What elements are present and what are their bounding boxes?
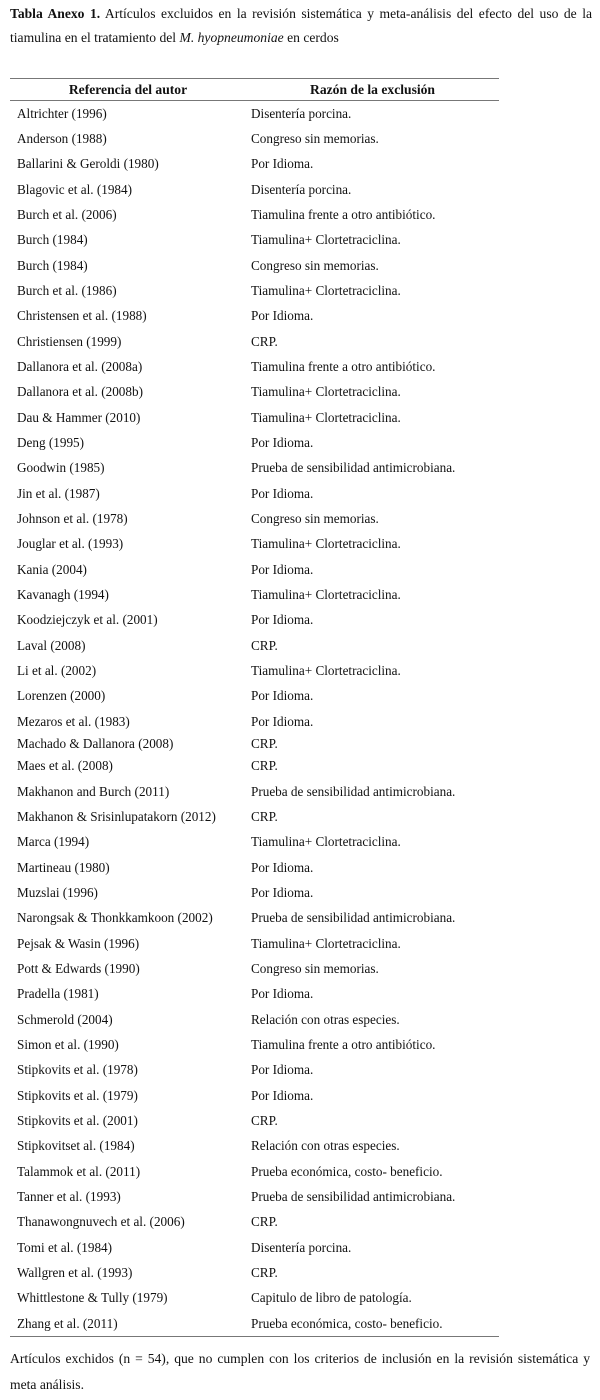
cell-reference: Christensen et al. (1988) [17, 308, 147, 324]
cell-reason: Congreso sin memorias. [251, 510, 379, 526]
cell-reference: Machado & Dallanora (2008) [17, 735, 174, 751]
table-row [10, 1108, 499, 1133]
cell-reference: Pradella (1981) [17, 986, 99, 1002]
header-reference: Referencia del autor [68, 81, 188, 97]
cell-reason: Capitulo de libro de patología. [251, 1290, 412, 1306]
cell-reason: Tiamulina+ Clortetraciclina. [251, 409, 401, 425]
cell-reference: Whittlestone & Tully (1979) [17, 1290, 168, 1306]
table-row [10, 1032, 499, 1057]
table-row [10, 126, 499, 151]
table-row [10, 278, 499, 303]
cell-reference: Simon et al. (1990) [17, 1036, 119, 1052]
caption-label: Tabla Anexo 1. [10, 6, 101, 21]
table-row [10, 1235, 499, 1260]
cell-reason: Disentería porcina. [251, 181, 352, 197]
table-row [10, 1058, 499, 1083]
table-row [10, 754, 499, 779]
cell-reference: Blagovic et al. (1984) [17, 181, 132, 197]
cell-reason: Tiamulina frente a otro antibiótico. [251, 1036, 436, 1052]
cell-reference: Stipkovitset al. (1984) [17, 1138, 135, 1154]
table-row [10, 804, 499, 829]
cell-reference: Lorenzen (2000) [17, 688, 106, 704]
cell-reason: CRP. [251, 637, 278, 653]
table-row [10, 304, 499, 329]
cell-reason: Prueba de sensibilidad antimicrobiana. [251, 910, 456, 926]
table-row [10, 1311, 499, 1336]
cell-reason: Relación con otras especies. [251, 1011, 400, 1027]
cell-reference: Martineau (1980) [17, 859, 110, 875]
cell-reference: Burch et al. (1986) [17, 282, 117, 298]
table-footnote: Artículos exchidos (n = 54), que no cumplen con los criterios de inclusión en la revisión sistemática y meta análisis. [10, 1351, 590, 1392]
table-row [10, 152, 499, 177]
cell-reference: Maes et al. (2008) [17, 758, 113, 774]
table-row [10, 354, 499, 379]
table-body [10, 101, 499, 1337]
cell-reference: Li et al. (2002) [17, 662, 97, 678]
table-row [10, 456, 499, 481]
exclusion-table [10, 78, 499, 1337]
cell-reason: Disentería porcina. [251, 1239, 352, 1255]
cell-reference: Dallanora et al. (2008a) [17, 358, 143, 374]
cell-reason: Tiamulina+ Clortetraciclina. [251, 232, 401, 248]
table-row [10, 658, 499, 683]
table-row [10, 906, 499, 931]
table-row [10, 1260, 499, 1285]
caption-text-after: en cerdos [287, 30, 339, 45]
cell-reason: Tiamulina+ Clortetraciclina. [251, 586, 401, 602]
cell-reference: Jin et al. (1987) [17, 485, 100, 501]
cell-reference: Ballarini & Geroldi (1980) [17, 156, 159, 172]
cell-reason: Por Idioma. [251, 713, 314, 729]
cell-reason: Tiamulina+ Clortetraciclina. [251, 662, 401, 678]
cell-reference: Altrichter (1996) [17, 105, 107, 121]
table-row [10, 532, 499, 557]
header-reason: Razón de la exclusión [310, 81, 435, 97]
table-row [10, 684, 499, 709]
table-row [10, 1007, 499, 1032]
cell-reference: Pejsak & Wasin (1996) [17, 935, 140, 951]
table-row [10, 608, 499, 633]
cell-reference: Anderson (1988) [17, 130, 107, 146]
table-row [10, 202, 499, 227]
cell-reference: Goodwin (1985) [17, 460, 105, 476]
cell-reference: Christiensen (1999) [17, 333, 122, 349]
cell-reference: Kavanagh (1994) [17, 586, 109, 602]
cell-reason: Por Idioma. [251, 485, 314, 501]
table-row [10, 1286, 499, 1311]
cell-reason: Congreso sin memorias. [251, 257, 379, 273]
cell-reference: Pott & Edwards (1990) [17, 960, 140, 976]
table-row [10, 633, 499, 658]
cell-reason: Prueba de sensibilidad antimicrobiana. [251, 1188, 456, 1204]
table-row [10, 880, 499, 905]
cell-reason: Tiamulina frente a otro antibiótico. [251, 206, 436, 222]
table-row [10, 253, 499, 278]
table-row [10, 1184, 499, 1209]
table-row [10, 506, 499, 531]
table-row [10, 931, 499, 956]
table-row [10, 380, 499, 405]
cell-reason: Relación con otras especies. [251, 1138, 400, 1154]
cell-reference: Stipkovits et al. (2001) [17, 1112, 138, 1128]
cell-reference: Narongsak & Thonkkamkoon (2002) [17, 910, 213, 926]
cell-reason: CRP. [251, 1214, 278, 1230]
table-caption [10, 2, 592, 50]
cell-reference: Deng (1995) [17, 434, 85, 450]
table-header-row [10, 79, 499, 101]
cell-reference: Mezaros et al. (1983) [17, 713, 130, 729]
cell-reference: Tanner et al. (1993) [17, 1188, 121, 1204]
table-row [10, 779, 499, 804]
table-row [10, 101, 499, 126]
table-row [10, 430, 499, 455]
cell-reference: Makhanon & Srisinlupatakorn (2012) [17, 809, 216, 825]
cell-reference: Koodziejczyk et al. (2001) [17, 612, 158, 628]
cell-reason: Por Idioma. [251, 1087, 314, 1103]
cell-reference: Jouglar et al. (1993) [17, 536, 124, 552]
cell-reference: Zhang et al. (2011) [17, 1315, 118, 1331]
table-row [10, 1083, 499, 1108]
cell-reason: Tiamulina+ Clortetraciclina. [251, 282, 401, 298]
cell-reference: Burch (1984) [17, 257, 88, 273]
cell-reference: Kania (2004) [17, 561, 87, 577]
cell-reference: Dallanora et al. (2008b) [17, 384, 143, 400]
cell-reason: Prueba económica, costo- beneficio. [251, 1163, 443, 1179]
cell-reason: Por Idioma. [251, 986, 314, 1002]
cell-reason: Tiamulina+ Clortetraciclina. [251, 384, 401, 400]
cell-reference: Thanawongnuvech et al. (2006) [17, 1214, 185, 1230]
cell-reason: CRP. [251, 1264, 278, 1280]
cell-reason: CRP. [251, 809, 278, 825]
cell-reference: Makhanon and Burch (2011) [17, 783, 170, 799]
cell-reason: Por Idioma. [251, 885, 314, 900]
table-row [10, 709, 499, 734]
table-row [10, 481, 499, 506]
cell-reason: Por Idioma. [251, 1062, 314, 1078]
cell-reason: Tiamulina+ Clortetraciclina. [251, 536, 401, 552]
table-row [10, 830, 499, 855]
cell-reason: CRP. [251, 333, 278, 349]
table-row [10, 855, 499, 880]
cell-reference: Stipkovits et al. (1978) [17, 1062, 138, 1078]
cell-reason: Por Idioma. [251, 308, 314, 324]
cell-reason: Congreso sin memorias. [251, 130, 379, 146]
cell-reason: CRP. [251, 758, 278, 774]
table-row [10, 1210, 499, 1235]
table-row [10, 557, 499, 582]
table-row [10, 329, 499, 354]
cell-reason: Por Idioma. [251, 612, 314, 628]
table-row [10, 228, 499, 253]
table-row [10, 1159, 499, 1184]
caption-text-before: Artículos excluidos en la revisión sistemática y meta-análisis del efecto del uso de la tiamulina en el tratamiento del [10, 6, 592, 45]
cell-reference: Laval (2008) [17, 637, 86, 653]
cell-reference: Stipkovits et al. (1979) [17, 1087, 138, 1103]
cell-reason: Por Idioma. [251, 434, 314, 450]
cell-reason: Prueba de sensibilidad antimicrobiana. [251, 783, 456, 799]
table-row [10, 982, 499, 1007]
table-row [10, 956, 499, 981]
cell-reference: Burch et al. (2006) [17, 206, 117, 222]
cell-reason: Por Idioma. [251, 859, 314, 875]
cell-reference: Tomi et al. (1984) [17, 1239, 113, 1255]
cell-reference: Burch (1984) [17, 232, 88, 248]
cell-reference: Johnson et al. (1978) [17, 510, 128, 526]
cell-reference: Talammok et al. (2011) [17, 1163, 141, 1179]
cell-reason: Por Idioma. [251, 561, 314, 577]
cell-reference: Muzslai (1996) [17, 885, 98, 900]
cell-reason: Tiamulina frente a otro antibiótico. [251, 358, 436, 374]
table-row [10, 1134, 499, 1159]
cell-reason: Prueba de sensibilidad antimicrobiana. [251, 460, 456, 476]
cell-reference: Schmerold (2004) [17, 1011, 113, 1027]
cell-reason: Disentería porcina. [251, 105, 352, 121]
cell-reason: CRP. [251, 1112, 278, 1128]
table-row [10, 734, 499, 754]
table-row [10, 582, 499, 607]
cell-reference: Marca (1994) [17, 834, 90, 850]
cell-reason: CRP. [251, 735, 278, 751]
cell-reason: Tiamulina+ Clortetraciclina. [251, 834, 401, 850]
cell-reason: Por Idioma. [251, 156, 314, 172]
cell-reason: Congreso sin memorias. [251, 960, 379, 976]
cell-reason: Prueba económica, costo- beneficio. [251, 1315, 443, 1331]
cell-reference: Wallgren et al. (1993) [17, 1264, 133, 1280]
cell-reason: Tiamulina+ Clortetraciclina. [251, 935, 401, 951]
cell-reason: Por Idioma. [251, 688, 314, 704]
table-row [10, 405, 499, 430]
table-row [10, 177, 499, 202]
cell-reference: Dau & Hammer (2010) [17, 409, 141, 425]
caption-species: M. hyopneumoniae [179, 30, 284, 45]
